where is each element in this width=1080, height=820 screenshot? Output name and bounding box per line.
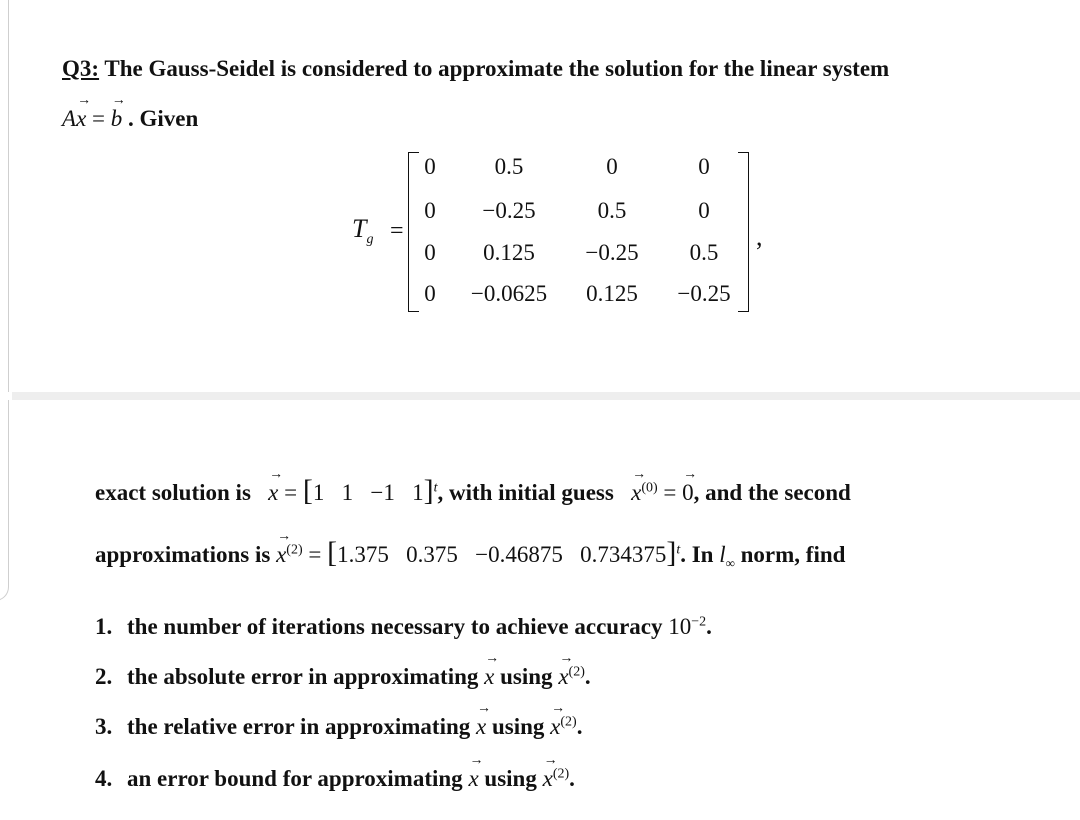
given-text: . Given xyxy=(122,106,199,131)
norm-sub: ∞ xyxy=(725,555,735,571)
matrix-cell: 0.5 xyxy=(597,198,627,223)
card-corner xyxy=(0,400,9,601)
guess-label: , with initial guess xyxy=(437,480,614,505)
matrix-equals: = xyxy=(390,218,404,244)
matrix-cell: 0.5 xyxy=(689,240,719,265)
matrix-cell: −0.25 xyxy=(585,240,639,265)
matrix-cell: 0 xyxy=(424,240,436,265)
task-item-2: 2. the absolute error in approximating → x $using \to x^{(2)}$. xyxy=(95,664,591,690)
approx-label: approximations is xyxy=(95,542,271,567)
question-intro: The Gauss-Seidel is considered to approximate the solution for the linear system xyxy=(99,56,890,81)
matrix-cell: −0.25 xyxy=(482,198,536,223)
approx-super: (2) xyxy=(286,542,303,558)
matrix-cell: 0.5 xyxy=(494,154,524,179)
guess-value: → 0 xyxy=(682,480,694,506)
approx-values: 1.375 0.375 −0.46875 0.734375 xyxy=(337,542,667,567)
guess-super: (0) xyxy=(641,480,658,496)
norm-suffix: norm, find xyxy=(734,542,846,567)
exact-solution-line: exact solution is → x = [1 1 −1 1]$^t$, with initial guess → $x^{(0)}$ = → 0, and the second xyxy=(95,474,851,508)
system-x: → x xyxy=(76,106,86,132)
matrix-name: $T_g$ xyxy=(352,214,374,248)
matrix-cell: −0.25 xyxy=(677,281,731,306)
question-intro-line xyxy=(62,56,889,82)
exact-transpose: t xyxy=(433,480,438,496)
question-label: Q3: xyxy=(62,56,100,81)
matrix-comma: , xyxy=(756,222,763,251)
task-item-4: 4. an error bound for approximating → x $using \to x^{(2)}$. xyxy=(95,766,575,792)
system-line xyxy=(62,106,198,132)
matrix-cell: 0 xyxy=(698,198,710,223)
task-item-1: 1. the number of iterations necessary to achieve accuracy $10^{-2}$. xyxy=(95,614,712,639)
matrix-cell: 0 xyxy=(424,198,436,223)
approximation-line: approximations is → $x^{(2)} = [1.375$ 0.375 −0.46875 0.734375]$^t$. In $l_\infty$ norm, find xyxy=(95,536,845,572)
card-border-left xyxy=(8,0,9,392)
task-item-3: 3. the relative error in approximating → x $using \to x^{(2)}$. xyxy=(95,714,582,740)
norm-prefix: . In xyxy=(680,542,714,567)
matrix-cell: 0.125 xyxy=(483,240,535,265)
card-separator xyxy=(12,392,1080,400)
matrix-cell: 0 xyxy=(698,154,710,179)
matrix-cell: 0 xyxy=(424,281,436,306)
matrix-cell: 0 xyxy=(606,154,618,179)
exact-label: exact solution is xyxy=(95,480,251,505)
second-label: , and the second xyxy=(693,480,851,505)
norm-symbol: l xyxy=(719,542,726,567)
accuracy-value: 10 xyxy=(668,614,692,639)
system-b: → b xyxy=(111,106,123,132)
matrix-cell: 0 xyxy=(424,154,436,179)
system-a: A xyxy=(62,106,77,131)
lower-card xyxy=(0,400,1080,820)
system-eq: = xyxy=(86,106,111,131)
matrix-cell: 0.125 xyxy=(586,281,638,306)
exact-values: 1 1 −1 1 xyxy=(312,480,424,505)
matrix-cell: −0.0625 xyxy=(470,281,548,306)
